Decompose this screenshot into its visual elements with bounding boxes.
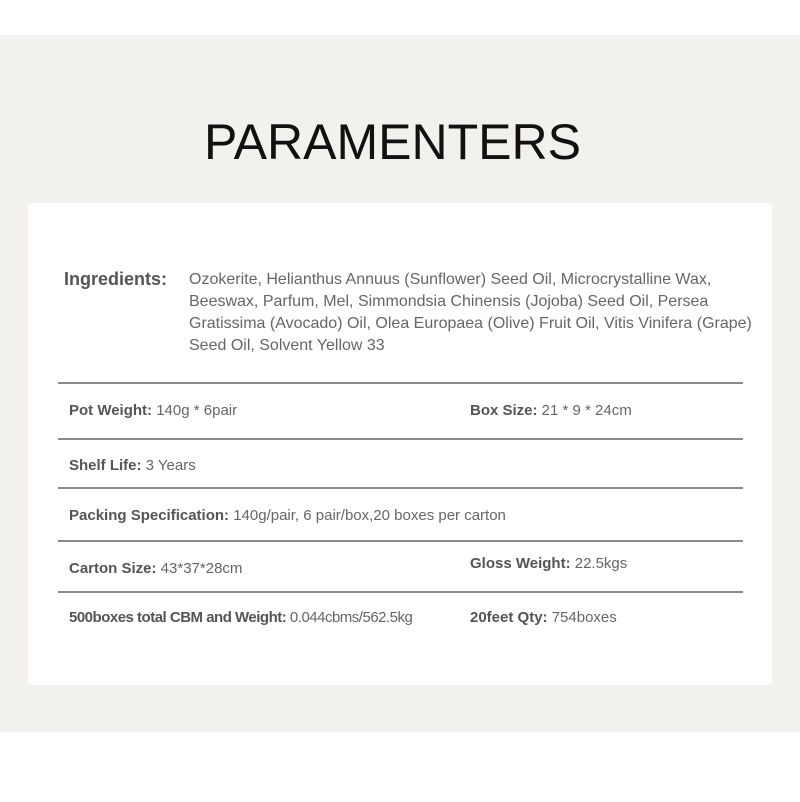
feet-qty-label: 20feet Qty:: [470, 609, 548, 626]
carton-size-value: 43*37*28cm: [156, 560, 243, 577]
gloss-weight-label: Gloss Weight:: [470, 555, 571, 572]
divider: [58, 591, 743, 593]
shelf-life: [69, 457, 196, 474]
cbm-weight-value: 0.044cbms/562.5kg: [286, 609, 413, 626]
packing-specification-label: Packing Specification:: [69, 507, 230, 524]
gloss-weight: [470, 555, 627, 572]
pot-weight-label: Pot Weight:: [69, 402, 153, 419]
feet-qty-value: 754boxes: [547, 609, 617, 626]
parameters-card: [28, 203, 772, 685]
divider: [58, 487, 743, 489]
pot-weight: [69, 402, 237, 419]
cbm-weight: [69, 609, 412, 626]
feet-qty: [470, 609, 617, 626]
packing-specification-value: 140g/pair, 6 pair/box,20 boxes per carton: [229, 507, 506, 524]
divider: [58, 438, 743, 440]
box-size: [470, 402, 632, 419]
box-size-value: 21 * 9 * 24cm: [537, 402, 632, 419]
shelf-life-value: 3 Years: [141, 457, 196, 474]
box-size-label: Box Size:: [470, 402, 538, 419]
divider: [58, 382, 743, 384]
gloss-weight-value: 22.5kgs: [570, 555, 628, 572]
packing-specification: [69, 507, 506, 524]
cbm-weight-label: 500boxes total CBM and Weight:: [69, 609, 287, 626]
divider: [58, 540, 743, 542]
ingredients-text: Ozokerite, Helianthus Annuus (Sunflower) Seed Oil, Microcrystalline Wax, Beeswax, Parfum, Mel, Simmondsia Chinensis (Jojoba) Seed Oil, Persea Gratissima (Avocado) Oil, Olea Europaea (Olive) Fruit Oil, Vitis Vinifera (Grape) Seed Oil, Solvent Yellow 33: [189, 271, 752, 354]
carton-size-label: Carton Size:: [69, 560, 157, 577]
ingredients-label: Ingredients:: [64, 269, 168, 289]
pot-weight-value: 140g * 6pair: [152, 402, 238, 419]
shelf-life-label: Shelf Life:: [69, 457, 142, 474]
carton-size: [69, 560, 242, 577]
page-title: PARAMENTERS: [204, 114, 581, 170]
